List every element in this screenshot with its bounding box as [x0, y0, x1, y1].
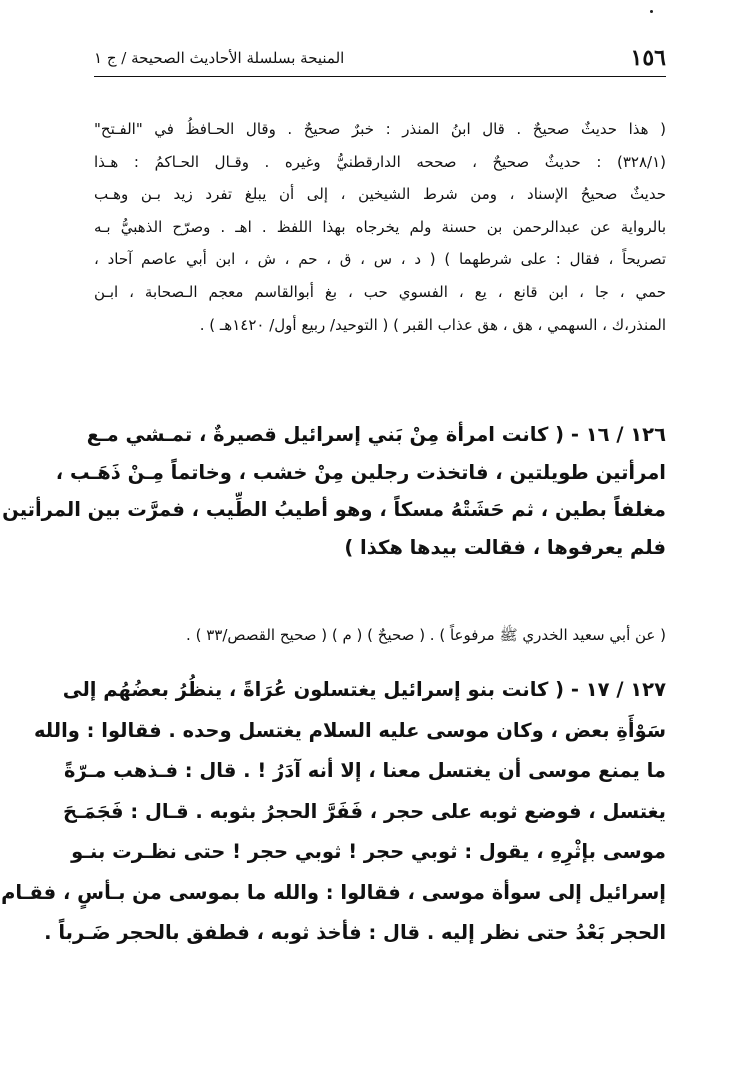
commentary-line: حمي ، جا ، ابن قانع ، يع ، الفسوي حب ، بغ أبوالقاسم معجم الـصحابة ، ابـن — [94, 282, 666, 301]
commentary-line: حديثٌ صحيحُ الإسناد ، ومن شرط الشيخين ، إلى أن يبلغ تفرد زيد بـن وهـب — [94, 185, 666, 204]
hadith-line: الحجر بَعْدُ حتى نظر إليه . قال : فأخذ ثوبه ، فطفق بالحجر ضَـرباً . — [44, 921, 666, 944]
hadith-126-text — [2, 416, 666, 566]
hadith-line: ١٢٦ / ١٦ - ( كانت امرأة مِنْ بَني إسرائيل قصيرةٌ ، تمـشي مـع — [86, 423, 666, 446]
speck-mark — [650, 10, 653, 13]
commentary-block — [94, 113, 666, 341]
hadith-126-attribution — [94, 620, 666, 650]
commentary-line: تصريحاً ، فقال : على شرطهما ) ( د ، س ، ق ، حم ، ش ، ابن أبي عاصم آحاد ، — [94, 250, 666, 269]
hadith-line: سَوْأَةِ بعض ، وكان موسى عليه السلام يغتسل وحده . فقالوا : والله — [33, 718, 666, 742]
hadith-line: موسى بإثْرِهِ ، يقول : ثوبي حجر ! ثوبي حجر ! حتى نظـرت بنـو — [71, 840, 666, 863]
commentary-line: (٣٢٨/١) : حديثٌ صحيحٌ ، صححه الدارقطنيُّ وغيره . وقـال الحـاكمُ : هـذا — [94, 152, 666, 171]
hadith-line: يغتسل ، فوضع ثوبه على حجر ، فَفَرَّ الحجرُ بثوبه . قـال : فَجَمَـحَ — [62, 799, 666, 823]
commentary-line: بالرواية عن عبدالرحمن بن حسنة ولم يخرجاه بهذا اللفظ . اهـ . وصرّح الذهبيُّ بـه — [94, 217, 666, 236]
hadith-line: ١٢٧ / ١٧ - ( كانت بنو إسرائيل يغتسلون عُرَاةً ، ينظُرُ بعضُهُم إلى — [62, 678, 666, 701]
hadith-line: فلم يعرفوها ، فقالت بيدها هكذا ) — [344, 535, 666, 559]
hadith-line: ما يمنع موسى أن يغتسل معنا ، إلا أنه آدَرُ ! . قال : فـذهب مـرّةً — [63, 759, 666, 782]
running-title: المنيحة بسلسلة الأحاديث الصحيحة / ج ١ — [94, 49, 345, 67]
header-divider — [94, 76, 666, 77]
hadith-line: مغلفاً بطين ، ثم حَشَتْهُ مسكاً ، وهو أطيبُ الطِّيب ، فمرَّت بين المرأتين — [2, 498, 666, 521]
hadith-line: إسرائيل إلى سوأة موسى ، فقالوا : والله ما بموسى من بـأسٍ ، فقـام — [1, 880, 666, 904]
hadith-127-text — [1, 670, 666, 954]
page-number: ١٥٦ — [630, 45, 666, 71]
commentary-line: المنذر،ك ، السهمي ، هق ، هق عذاب القبر ) ( التوحيد/ ربيع أول/ ١٤٢٠هـ ) . — [199, 315, 666, 334]
hadith-line: امرأتين طويلتين ، فاتخذت رجلين مِنْ خشب ، وخاتماً مِـنْ ذَهَـب ، — [55, 460, 666, 484]
attribution-line: ( عن أبي سعيد الخدري ﷺ مرفوعاً ) . ( صحيحٌ ) ( م ) ( صحيح القصص/٣٣ ) . — [186, 626, 666, 644]
page-header — [94, 44, 666, 72]
commentary-line: ( هذا حديثٌ صحيحٌ . قال ابنُ المنذر : خبرٌ صحيحٌ . وقال الحـافظُ في "الفـتح" — [94, 120, 666, 138]
